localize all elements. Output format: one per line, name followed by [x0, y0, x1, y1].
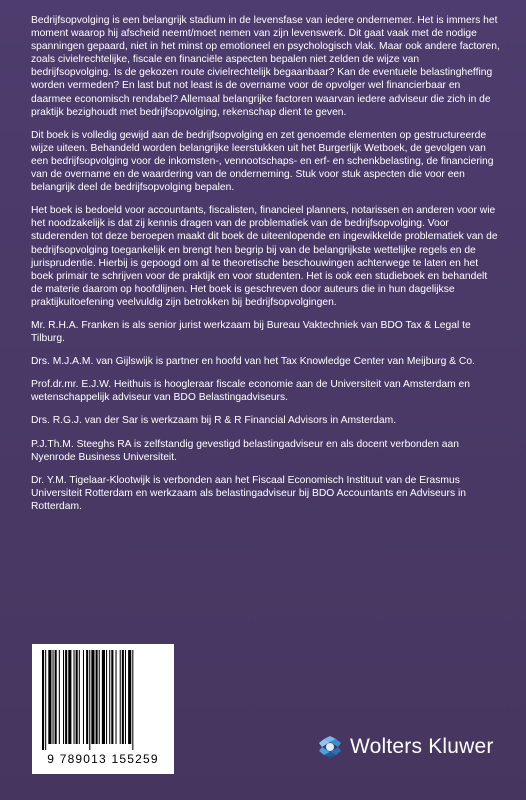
barcode-bar — [55, 650, 57, 744]
barcode-bar — [122, 650, 124, 744]
author-bio: P.J.Th.M. Steeghs RA is zelfstandig gevestigd belastingadviseur en als docent verbonden aan Nyenrode Business Universiteit. — [31, 438, 459, 463]
barcode-bar — [53, 650, 54, 744]
barcode — [32, 644, 174, 774]
barcode-bar — [48, 650, 51, 744]
barcode-bar — [86, 650, 88, 744]
barcode-bar — [96, 650, 98, 744]
barcode-bar — [128, 650, 131, 744]
barcode-bar — [68, 650, 71, 744]
barcode-bars — [40, 650, 166, 750]
barcode-bar — [102, 650, 105, 744]
barcode-bar — [63, 650, 64, 744]
barcode-bar — [111, 650, 113, 744]
intro-paragraph: Bedrijfsopvolging is een belangrijk stadium in de levensfase van iedere ondernemer. Het is immers het moment waarop hij afscheid neemt/moet nemen van zijn levenswerk. Dit gaat vaak met de nodige spanningen gepaard, niet in het minst op emotioneel en psychologisch vlak. Maar ook andere factoren, zoals civielrechtelijke, fiscale en financiële aspecten bepalen niet zelden de wijze van bedrijfsopvolging. Is de gekozen route civielrechtelijk begaanbaar? Kan de eventuele belastingheffing worden vermeden? En last but not least is de overname voor de opvolger wel financierbaar en daarmee economisch rendabel? Allemaal belangrijke factoren waarvan iedere adviseur die zich in de praktijk bezighoudt met bedrijfsopvolging, rekenschap dient te geven. — [31, 15, 500, 118]
barcode-bar — [59, 650, 60, 744]
barcode-bar — [99, 650, 100, 744]
barcode-bar — [125, 650, 126, 744]
barcode-bar — [109, 650, 110, 744]
blurb-text — [31, 14, 501, 523]
publisher-name: Wolters Kluwer — [350, 735, 494, 758]
barcode-bar — [74, 650, 75, 744]
content-paragraph: Dit boek is volledig gewijd aan de bedrijfsopvolging en zet genoemde elementen op gestructureerde wijze uiteen. Behandeld worden belangrijke leerstukken uit het Burgerlijk Wetboek, de gevolgen van een bedrijfsopvolging voor de inkomsten-, vennootschaps- en erf- en schenkbelasting, de financiering van de overname en de waardering van de onderneming. Stuk voor stuk aspecten die voor een belangrijk deel de bedrijfsopvolging bepalen. — [31, 129, 494, 194]
barcode-bar — [76, 650, 78, 744]
barcode-bar — [42, 650, 44, 750]
barcode-bar — [132, 650, 133, 750]
audience-paragraph: Het boek is bedoeld voor accountants, fiscalisten, financieel planners, notarissen en anderen voor wie het noodzakelijk is dat zij kennis dragen van de problematiek van de bedrijfsopvolging. Voor studerenden tot deze beroepen maakt dit boek de uiteenlopende en ingewikkelde problematiek van de bedrijfsopvolging toegankelijk en brengt hen begrip bij van de belangrijkste wettelijke regels en de jurisprudentie. Hierbij is gepoogd om al te theoretische beschouwingen achterwege te laten en het boek primair te schrijven voor de praktijk en voor studenten. Het is ook een studieboek en behandelt de materie daarom op hoofdlijnen. Het boek is geschreven door auteurs die in hun dagelijkse praktijkuitoefening veelvuldig zijn betrokken bij bedrijfsopvolgingen. — [31, 205, 498, 308]
barcode-bar — [106, 650, 107, 744]
barcode-bar — [45, 650, 46, 750]
barcode-bar — [116, 650, 117, 744]
barcode-bar — [83, 650, 84, 744]
barcode-bar — [91, 650, 94, 744]
barcode-bar — [120, 650, 121, 744]
author-bio: Dr. Y.M. Tigelaar-Klootwijk is verbonden aan het Fiscaal Economisch Instituut van de Erasmus Universiteit Rotterdam en werkzaam als belastingadviseur bij BDO Accountants en Adviseurs in Rotterdam. — [31, 474, 466, 512]
author-bio: Drs. M.J.A.M. van Gijlswijk is partner en hoofd van het Tax Knowledge Center van Meijburg & Co. — [31, 356, 475, 368]
wolters-kluwer-logo-icon — [316, 733, 344, 761]
author-bio: Prof.dr.mr. E.J.W. Heithuis is hoogleraar fiscale economie aan de Universiteit van Amsterdam en wetenschappelijk adviseur van BDO Belastingadviseurs. — [31, 379, 470, 404]
barcode-bar — [65, 650, 67, 744]
barcode-bar — [79, 650, 80, 744]
publisher-logo — [316, 730, 494, 764]
author-bio: Drs. R.G.J. van der Sar is werkzaam bij R & R Financial Advisors in Amsterdam. — [31, 415, 397, 427]
author-bio: Mr. R.H.A. Franken is als senior jurist werkzaam bij Bureau Vaktechniek van BDO Tax & Legal te Tilburg. — [31, 319, 471, 345]
isbn-number: 9 789013 155259 — [47, 752, 159, 766]
barcode-bar — [89, 650, 90, 750]
